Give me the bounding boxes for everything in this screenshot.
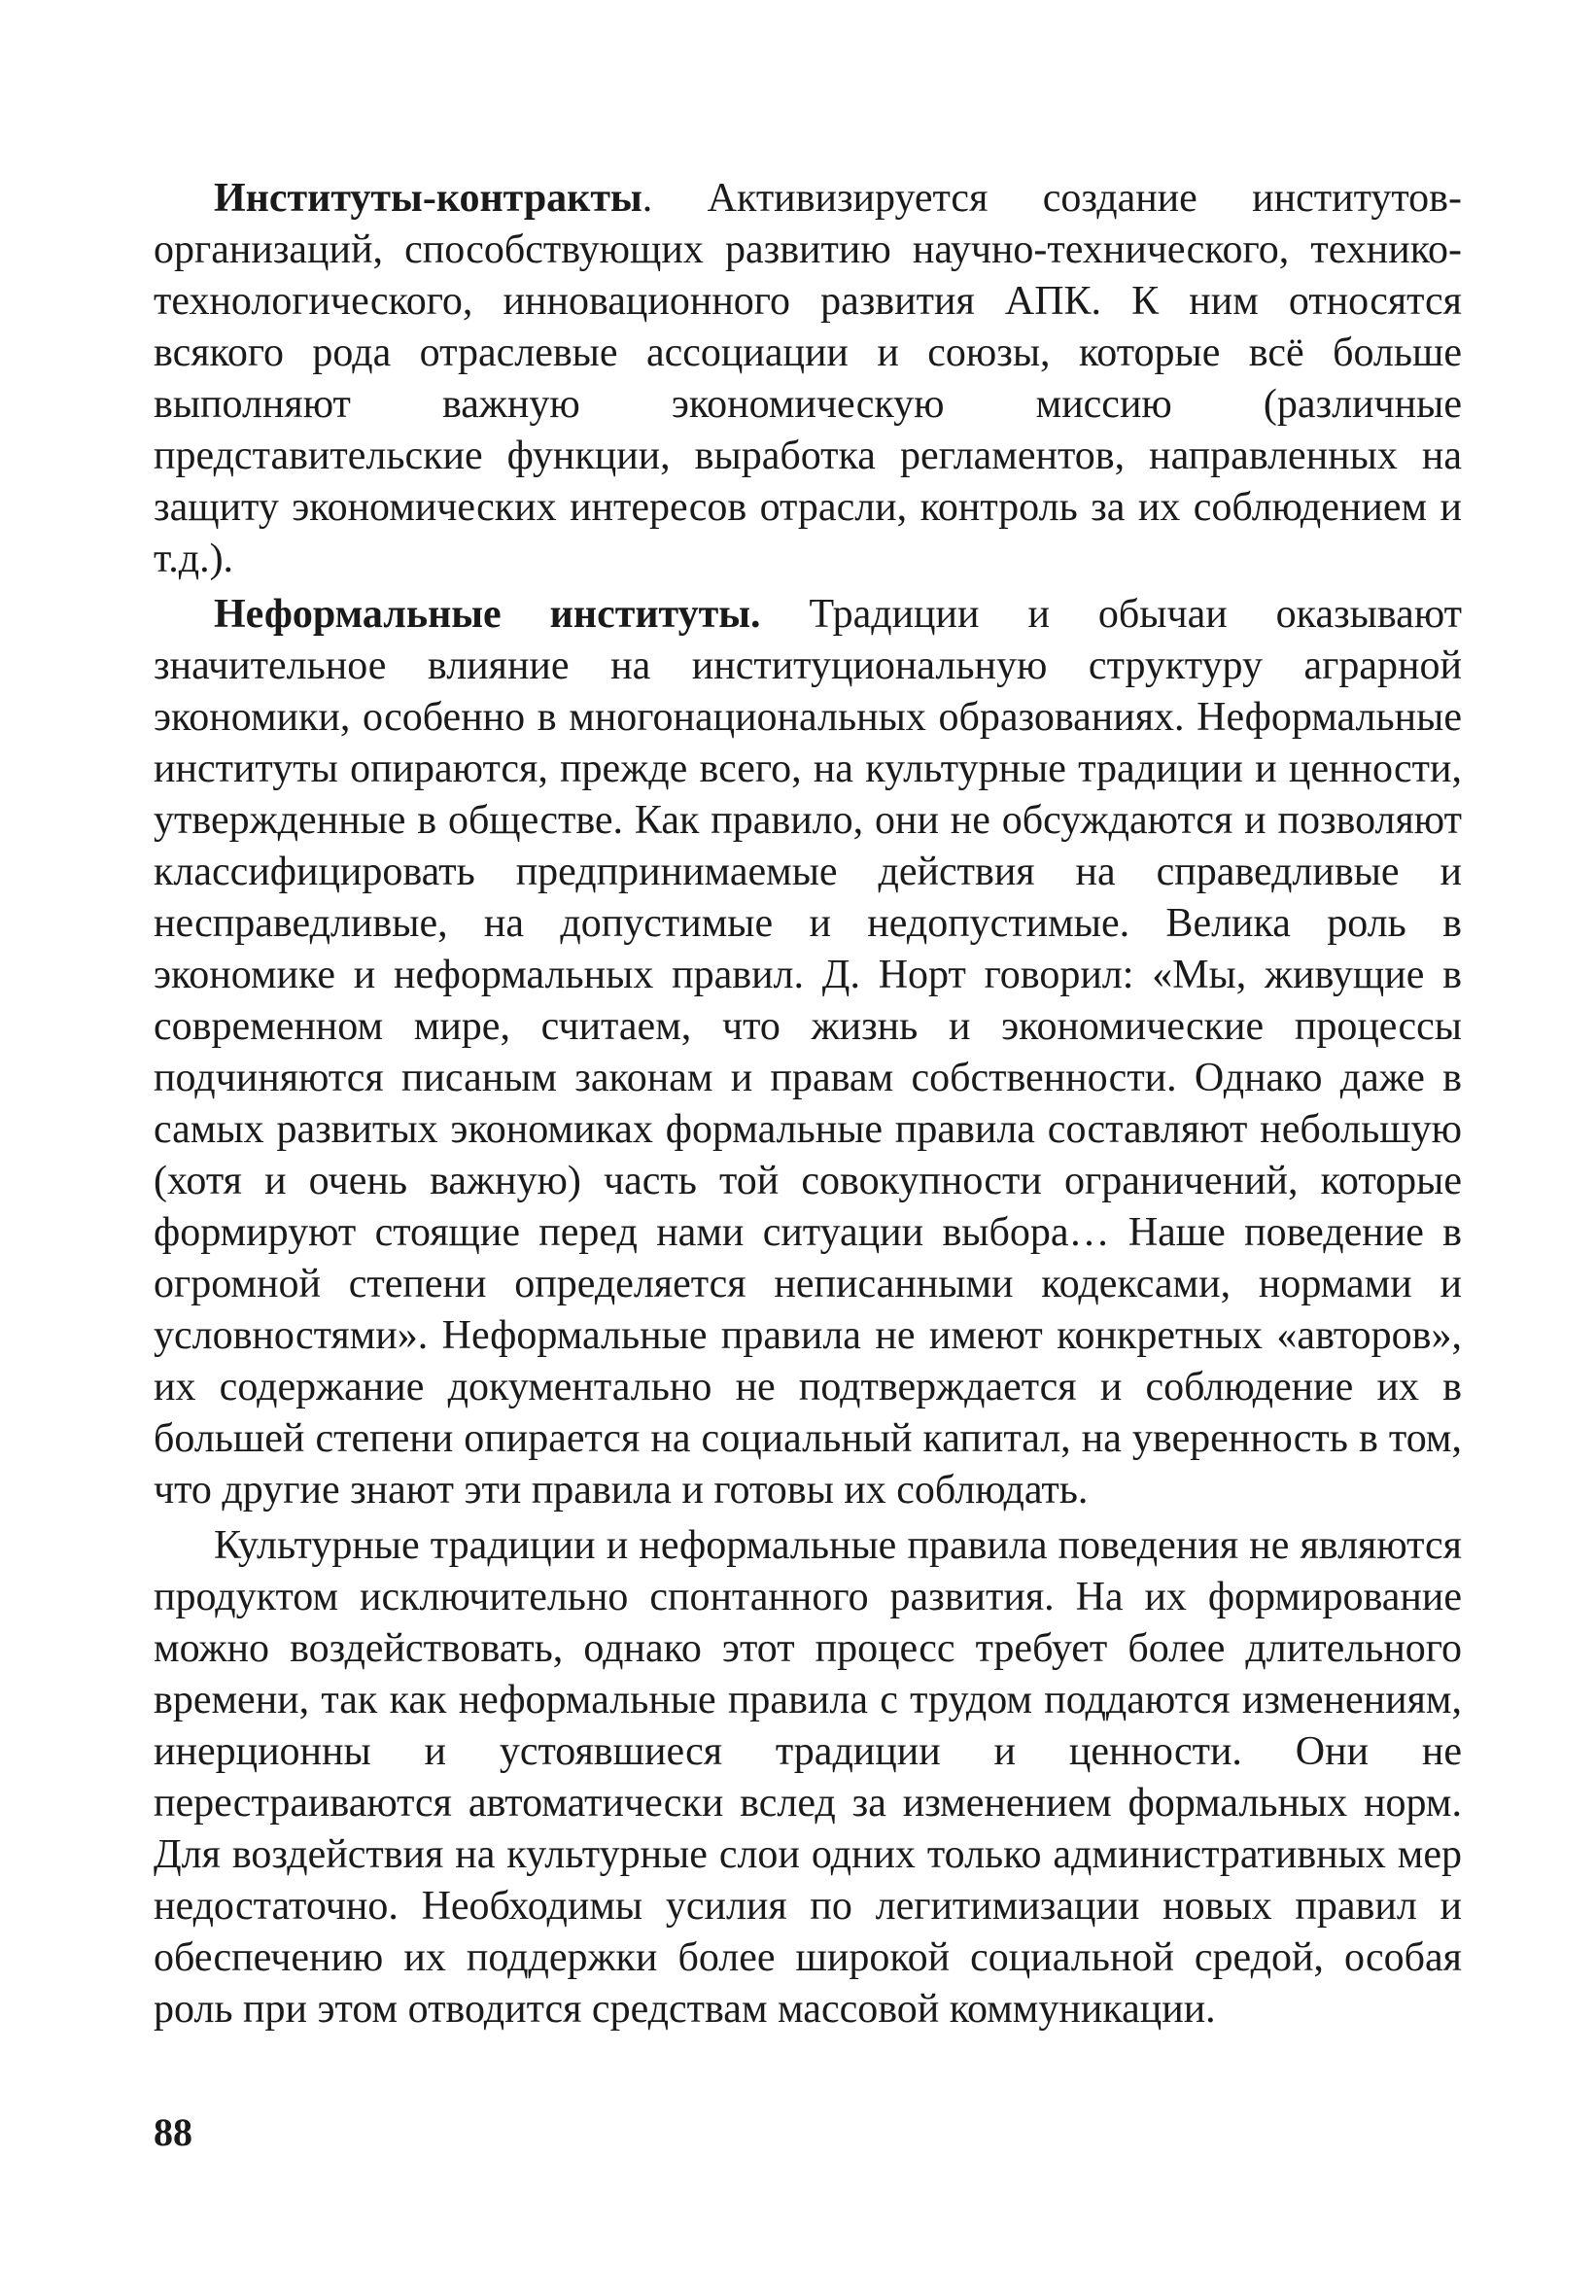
paragraph-text: Культурные традиции и неформальные правила поведения не являются продуктом исключительно спонтанного развития. На их формирование можно воздействовать, однако этот процесс требует более длительного времени, так как неформальные правила с трудом поддаются изменениям, инерционны и устоявшиеся традиции и ценности. Они не перестраиваются автоматически вслед за изменением формальных норм. Для воздействия на культурные слои одних только административных мер недостаточно. Необходимы усилия по легитимизации новых правил и обеспечению их поддержки более широкой социальной средой, особая роль при этом отводится средствам массовой коммуникации.	[154, 1523, 1462, 2032]
page-body	[154, 173, 1462, 2035]
paragraph-institutions-contracts	[154, 173, 1462, 585]
paragraph-lead: Неформальные институты.	[214, 592, 761, 637]
paragraph-lead: Институты-контракты	[214, 176, 642, 221]
paragraph-informal-institutions	[154, 589, 1462, 1516]
paragraph-text: Традиции и обычаи оказывают значительное влияние на институциональную структуру аграрной экономики, особенно в многонациональных образованиях. Неформальные институты опираются, прежде всего, на культурные традиции и ценности, утвержденные в обществе. Как правило, они не обсуждаются и позволяют классифицировать предпринимаемые действия на справедливые и несправедливые, на допустимые и недопустимые. Велика роль в экономике и неформальных правил. Д. Норт говорил: «Мы, живущие в современном мире, считаем, что жизнь и экономические процессы подчиняются писаным законам и правам собственности. Однако даже в самых развитых экономиках формальные правила составляют небольшую (хотя и очень важную) часть той совокупности ограничений, которые формируют стоящие перед нами ситуации выбора… Наше поведение в огромной степени определяется неписанными кодексами, нормами и условностями». Неформальные правила не имеют конкретных «авторов», их содержание документально не подтверждается и соблюдение их в большей степени опирается на социальный капитал, на уверенность в том, что другие знают эти правила и готовы их соблюдать.	[154, 592, 1462, 1513]
page-number: 88	[154, 2110, 192, 2154]
paragraph-text: . Активизируется создание институтов-организаций, способствующих развитию научно-технического, технико-технологического, инновационного развития АПК. К ним относятся всякого рода отраслевые ассоциации и союзы, которые всё больше выполняют важную экономическую миссию (различные представительские функции, выработка регламентов, направленных на защиту экономических интересов отрасли, контроль за их соблюдением и т.д.).	[154, 176, 1462, 581]
paragraph-cultural-traditions	[154, 1520, 1462, 2035]
